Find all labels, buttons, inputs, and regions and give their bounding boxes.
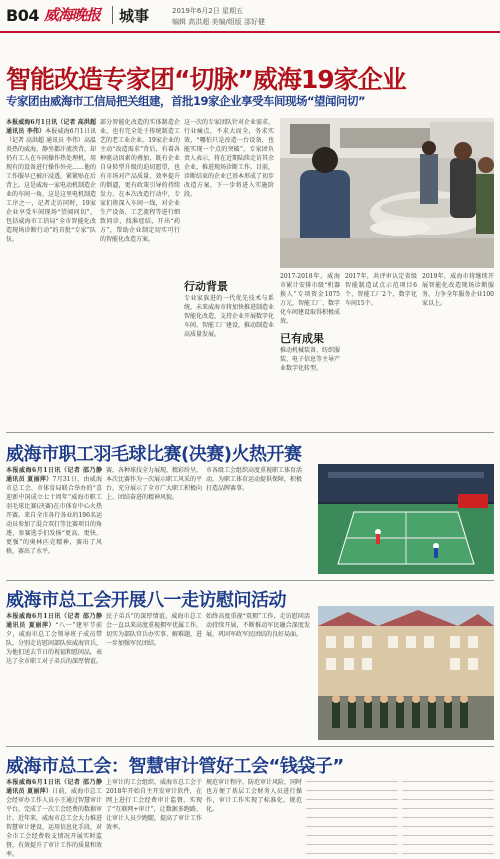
badminton-court-image	[318, 464, 494, 574]
page-code: B04	[6, 6, 39, 25]
sidebar-text-5: 2019年，威海市将继续开展智能化改造现场诊断服务，力争全年服务企业100家以上。	[422, 273, 494, 307]
article1-headline: 智能改造专家团“切脉”威海19家企业	[6, 65, 406, 94]
article3-column-3	[206, 612, 310, 742]
article3-photo	[318, 606, 494, 740]
article1-subhead: 专家团由威海市工信局把关组建，首批19家企业享受车间现场“望闻问切”	[6, 94, 366, 108]
article4-byline: 本报威海6月1日讯（记者 邵乃静 通讯员 夏丽萍）	[6, 779, 102, 795]
newspaper-logo: 威海晚报	[44, 6, 101, 24]
group-photo-image	[318, 606, 494, 740]
issue-date: 2019年6月2日 星期五	[172, 7, 243, 15]
text-lines-placeholder	[306, 778, 398, 854]
section-name: 城事	[119, 7, 150, 25]
article4-body-2: 上审计的工会组织，威海市总工会于2018年开始自主开发审计软件，在网上进行工会经费审计监督，实现了“互联网+审计”，让数据多跑路，让审计人员少跑腿，提高了审计工作效率。	[106, 779, 203, 831]
article4-column-3	[206, 778, 302, 854]
article2-byline: 本报威海6月1日讯（记者 邵乃静 通讯员 夏丽萍）	[6, 467, 102, 483]
sidebar-heading-background: 行动背景	[184, 280, 228, 293]
article2-body-3: 市各级工会组织高度重视职工体育活动，为职工体育运动提供保障，积极打造品牌赛事。	[206, 467, 303, 492]
article4-column-5	[402, 778, 494, 854]
article1-byline: 本报威海6月1日讯（记者 高洪超 通讯员 李伟）	[6, 119, 96, 135]
sidebar-text-2: 2017-2018年，威海市累计安排市级“机器换人”专项资金1075万元，智能工厂、数字化车间建设取得积极成效。	[280, 273, 341, 325]
text-lines-placeholder	[402, 778, 494, 854]
article3-byline: 本报威海6月1日讯（记者 邵乃静 通讯员 夏丽萍）	[6, 613, 102, 629]
article3-column-2	[106, 612, 202, 742]
article2-column-1	[6, 466, 102, 578]
article3-headline: 威海市总工会开展八一走访慰问活动	[6, 590, 286, 611]
article3-body-1: “八一”建军节前夕，威海市总工会领导班子成员带队，分别走访慰问部队驻威海官兵，为他们送去节日的祝福和慰问品，表达了全市职工对子弟兵的深厚情谊。	[6, 622, 103, 665]
sidebar-text-1: 专业家族进的一代优先技术与系统，未来威海市将加快推进制造业智能化改造，支持企业开展数字化车间、智能工厂建设，推动制造业高质量发展。	[184, 295, 275, 338]
divider-2	[6, 580, 494, 581]
article2-body-1: 7月31日，由威海市总工会、市体育局联合举办的“喜迎新中国成立七十周年”威海市职工羽毛球比赛(决赛)在市体育中心火热开赛。来自全市各行各业的196名运动员参加了混合双打等比赛项目的角逐，参赛选手们发扬“更高、更快、更强”的奥林匹克精神，赛出了风格，赛出了水平。	[6, 476, 103, 555]
article4-column-2	[106, 778, 202, 854]
article3-body-2: 民子弟兵”的深厚情谊，威海市总工会一直以来高度重视拥军优属工作，切实为部队官兵办实事、解难题，进一步加强军民团结。	[106, 613, 203, 647]
article2-photo	[318, 464, 494, 574]
sidebar-col-1	[184, 294, 274, 426]
article2-column-3	[206, 466, 302, 578]
article4-headline: 威海市总工会：智慧审计管好工会“钱袋子”	[6, 756, 344, 777]
article4-body-1: 日前，威海市总工会经审办工作人员小王通过智慧审计平台，完成了一次工会经费的数据审计。近年来，威海市总工会大力推进智慧审计建设，运用信息化手段，对全市工会经费收支情况开展实时监督，有效提升了审计工作的质量和效率。	[6, 788, 103, 858]
article4-column-4	[306, 778, 398, 854]
sidebar-col-4	[345, 272, 417, 426]
page-header	[0, 0, 500, 36]
factory-workers-image	[280, 118, 494, 268]
divider-3	[6, 746, 494, 747]
sidebar-text-4: 2017年，共评审认定省级智能制造试点示范项目6个，智能工厂2个，数字化车间15个。	[345, 273, 417, 307]
article4-body-3: 规范审计程序，防范审计风险，同时也方便了基层工会财务人员进行操作，审计工作实现了标准化、规范化。	[206, 779, 303, 813]
header-rule	[0, 31, 500, 33]
article2-headline: 威海市职工羽毛球比赛(决赛)火热开赛	[6, 444, 302, 465]
article1-column-2	[100, 118, 180, 275]
sidebar-text-3: 推动机械装备、纺织服装、电子信息等主导产业数字化转型。	[280, 347, 341, 372]
editor-credits: 编辑 高洪超 美编/组版 邵好健	[172, 18, 266, 26]
article4-column-1	[6, 778, 103, 858]
article1-column-1	[6, 118, 96, 275]
article2-column-2	[106, 466, 202, 578]
article2-body-2: 赛，各种球技全力展现，精彩纷呈，本次比赛作为一次展示职工风采的平台，充分展示了全市广大职工积极向上、团结奋进的精神风貌。	[106, 467, 203, 501]
article1-body-3: 这一次的专家团队针对企业需求，行业痛点，不求大而全，务求实效，“哪怕只是改造一台设备，也能实现一个点的突破”，专家团负责人表示，将在近期陆续走访其余企业，推进现场诊断工作。目前，诊断结束的企业已基本形成了初步改造方案，下一步将进入实施阶段。	[184, 119, 275, 198]
article1-photo	[280, 118, 494, 268]
article1-body-1: 本报威海6月1日讯（记者 高洪超 通讯员 李伟）高温炎热的威海，静坐都汗流浃背，却仍有工人在车间操作热处理机，用现有的设备进行操作外壳……他的工作服早已被汗浸透，紧紧贴在后背上。这是威海一家电动机制造企业的车间一角，这是这里电机制造工序之一，记者走访同时，19家企业享受车间现场“望闻问切”，包括威海市工信局“全市智能化改造现场诊断行动”的首批“专家”队伍。	[6, 128, 97, 243]
sidebar-col-5	[422, 272, 494, 426]
sidebar-heading-results: 已有成果	[280, 332, 324, 345]
article1-column-3	[184, 118, 274, 275]
sidebar-col-3	[280, 346, 340, 426]
article3-body-3: 始终高度重视“双拥”工作，走访慰问活动持续开展，不断推动军民融合深度发展，巩固军政军民团结的良好局面。	[206, 613, 310, 638]
sidebar-col-2	[280, 272, 340, 328]
article1-body-2: 部分智能化改造的实体制造企业，也有完全处于传统制造工艺的老工业企业。19家企业的主动“改造需求”背后，有着各种驱动因素的叠加，既有企业自身转型升级的迫切愿望，也有市场对产品质量、效率提升的倒逼，更有政策引导的持续发力。在本次改造行动中，专家们将深入车间一线，对企业生产设备、工艺流程等进行细致问诊，找准症结，开出“药方”，帮助企业制定切实可行的智能化改造方案。	[100, 119, 180, 243]
header-divider	[112, 6, 113, 24]
article3-column-1	[6, 612, 102, 742]
divider-1	[6, 432, 494, 433]
